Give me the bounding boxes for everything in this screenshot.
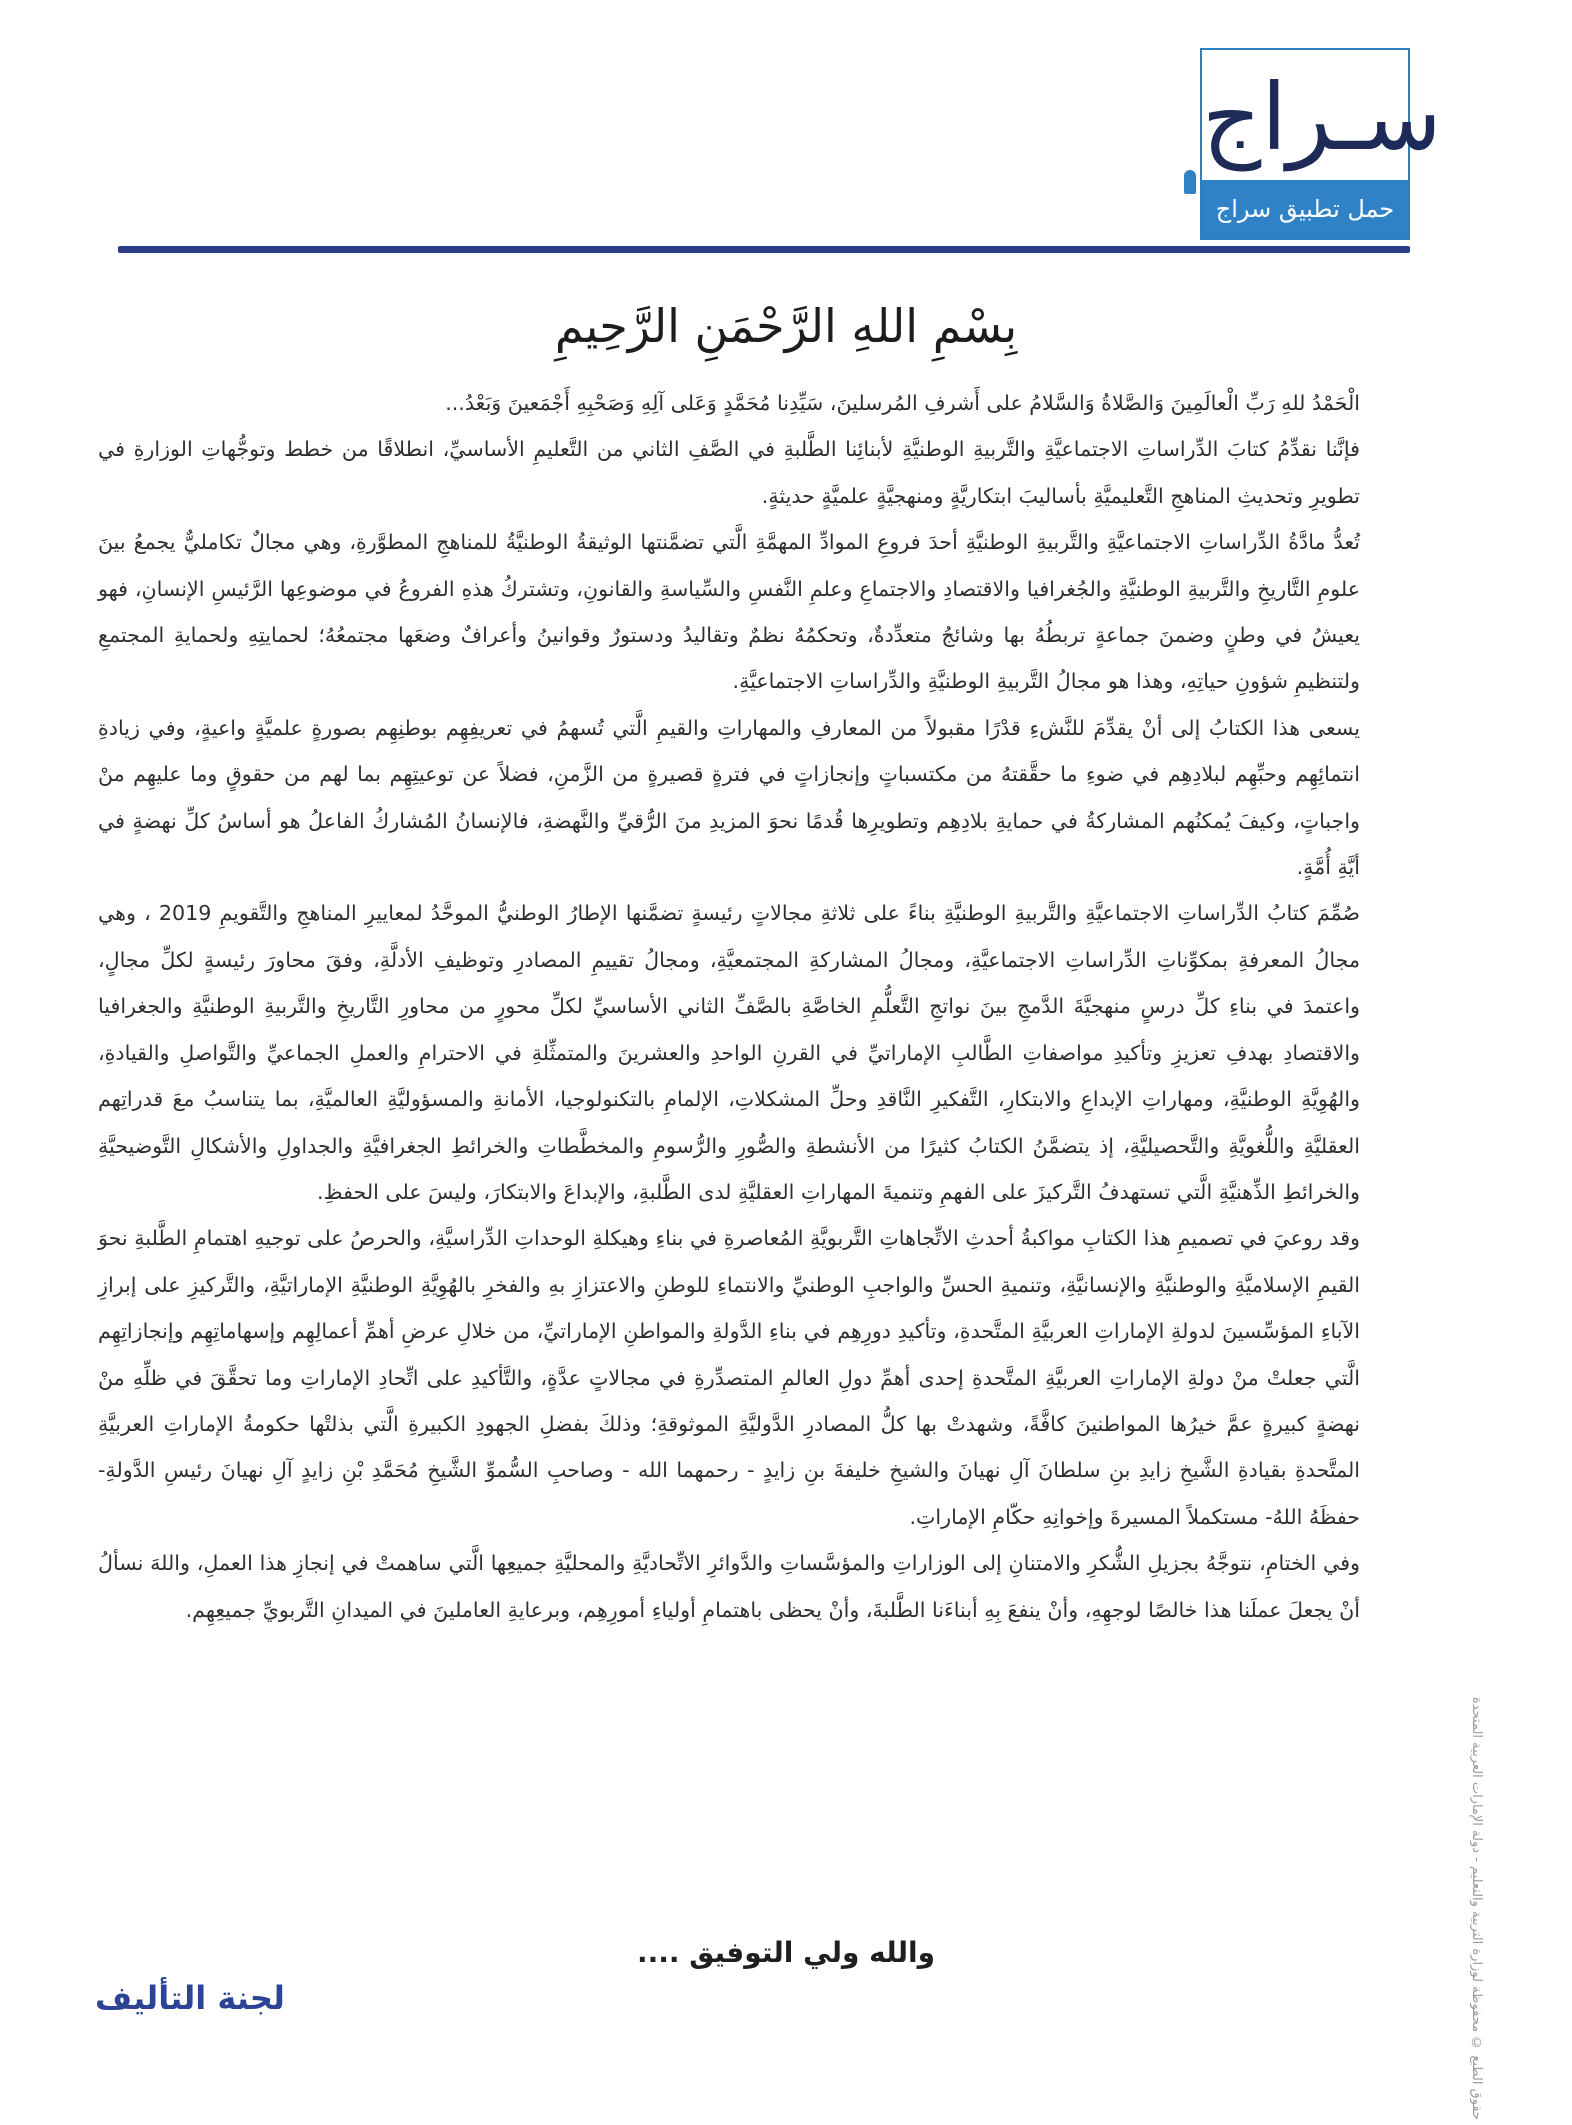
paragraph-goals: يسعى هذا الكتابُ إلى أنْ يقدِّمَ للنَّشءِ قدْرًا مقبولاً من المعارفِ والمهاراتِ والقيمِ الَّتي تُسهمُ في تعريفِهِم بوطنِهِم بصورةٍ علميَّةٍ واعيةٍ، وفي زيادةِ انتمائِهِم وحبِّهِم لبلادِهِم في ضوءِ ما حقَّقتهُ من مكتسباتٍ وإنجازاتٍ في فترةٍ قصيرةٍ من الزَّمنِ، فضلاً عن توعيتِهِم بما لهم من حقوقٍ وما عليهِم منْ واجباتٍ، وكيفَ يُمكنُهم المشاركةُ في حمايةِ بلادِهِم وتطويرِها قُدمًا نحوَ المزيدِ منَ الرُّقيِّ والنَّهضةِ، فالإنسانُ المُشاركُ الفاعلُ هو أساسُ كلِّ نهضةٍ في أيَّةِ أُمَّةٍ. [98,715,1360,880]
preface-body [98,380,1360,1633]
header-divider [118,246,1410,253]
header-blue-mark [1184,170,1196,194]
paragraph-subject: تُعدُّ مادَّةُ الدِّراساتِ الاجتماعيَّةِ والتَّربيةِ الوطنيَّةِ أحدَ فروعِ الموادِّ المهمَّةِ الَّتي تضمَّنتها الوثيقةُ الوطنيَّةُ للمناهجِ المطوَّرةِ، وهي مجالٌ تكامليٌّ يجمعُ بينَ علومِ التَّاريخِ والتَّربيةِ الوطنيَّةِ والجُغرافيا والاقتصادِ والاجتماعِ وعلمِ النَّفسِ والسِّياسةِ والقانونِ، وتشتركُ هذهِ الفروعُ في موضوعِها الرَّئيسِ الإنسانِ، فهو يعيشُ في وطنٍ وضمنَ جماعةٍ تربطُهُ بها وشائجُ متعدِّدةٌ، وتحكمُهُ نظمٌ وتقاليدُ ودستورٌ وقوانينُ وأعرافٌ وضعَها مجتمعُهُ؛ لحمايتِهِ ولحمايةِ المجتمعِ ولتنظيمِ شؤونِ حياتِهِ، وهذا هو مجالُ التَّربيةِ الوطنيَّةِ والدِّراساتِ الاجتماعيَّةِ. [98,530,1360,694]
copyright-side-note: حقوق الطبع © محفوظة لوزارة التربية والتعليم - دولة الإمارات العربية المتحدة [1469,1696,1484,2120]
authoring-committee: لجنة التأليف [95,1979,285,2017]
closing-line: والله ولي التوفيق .... [636,1936,936,1969]
paragraph-design: صُمِّمَ كتابُ الدِّراساتِ الاجتماعيَّةِ والتَّربيةِ الوطنيَّةِ بناءً على ثلاثةِ مجالاتٍ رئيسةٍ تضمَّنها الإطارُ الوطنيُّ الموحَّدُ لمعاييرِ المناهجِ والتَّقويمِ 2019 ، وهي مجالُ المعرفةِ بمكوِّناتِ الدِّراساتِ الاجتماعيَّةِ، ومجالُ المشاركةِ المجتمعيَّةِ، ومجالُ تقييمِ المصادرِ وتوظيفِ الأدلَّةِ، وفقَ محاورَ رئيسةٍ لكلِّ مجالٍ، واعتمدَ في بناءِ كلِّ درسٍ منهجيَّةَ الدَّمجِ بينَ نواتجِ التَّعلُّمِ الخاصَّةِ بالصَّفِّ الثاني الأساسيِّ لكلِّ محورٍ من محاورِ التَّاريخِ والتَّربيةِ الوطنيَّةِ والجغرافيا والاقتصادِ بهدفِ تعزيزِ وتأكيدِ مواصفاتِ الطَّالبِ الإماراتيِّ في القرنِ الواحدِ والعشرينَ والمتمثِّلةِ في الاحترامِ والعملِ الجماعيِّ والتَّواصلِ والقيادةِ، والهُوِيَّةِ الوطنيَّةِ، ومهاراتِ الإبداعِ والابتكارِ، التَّفكيرِ النَّاقدِ وحلِّ المشكلاتِ، الإلمامِ بالتكنولوجيا، الأمانةِ والمسؤوليَّةِ العالميَّةِ، بما يتناسبُ معَ قدراتِهم العقليَّةِ واللُّغويَّةِ والتَّحصيليَّةِ، إذ يتضمَّنُ الكتابُ كثيرًا من الأنشطةِ والصُّورِ والرُّسومِ والمخطَّطاتِ والخرائطِ الجغرافيَّةِ والجداولِ والأشكالِ التَّوضيحيَّةِ والخرائطِ الذِّهنيَّةِ الَّتي تستهدفُ التَّركيزَ على الفهمِ وتنميةَ المهاراتِ العقليَّةِ لدى الطَّلبةِ، والإبداعَ والابتكارَ، وليسَ على الحفظِ. [98,901,1360,1204]
paragraph-thanks: وفي الختامِ، نتوجَّهُ بجزيلِ الشُّكرِ والامتنانِ إلى الوزاراتِ والمؤسَّساتِ والدَّوائرِ الاتِّحاديَّةِ والمحليَّةِ جميعِها الَّتي ساهمتْ في إنجازِ هذا العملِ، واللهَ نسألُ أنْ يجعلَ عملَنا هذا خالصًا لوجهِهِ، وأنْ ينفعَ بِهِ أبناءَنا الطَّلبةَ، وأنْ يحظى باهتمامِ أولياءِ أمورِهِم، وبرعايةِ العاملينَ في الميدانِ التَّربويِّ جميعِهِم. [98,1551,1360,1622]
paragraph-opening: الْحَمْدُ للهِ رَبِّ الْعالَمِينَ وَالصَّلاةُ وَالسَّلامُ على أَشرفِ المُرسلينَ، سَيِّدِنا مُحَمَّدٍ وَعَلى آلِهِ وَصَحْبِهِ أَجْمَعينَ وَبَعْدُ... [445,391,1360,415]
app-download-tagline[interactable]: حمل تطبيق سراج [1202,180,1408,238]
paragraph-intro: فإنَّنا نقدِّمُ كتابَ الدِّراساتِ الاجتماعيَّةِ والتَّربيةِ الوطنيَّةِ لأبنائِنا الطَّلبةِ في الصَّفِ الثاني من التَّعليمِ الأساسيِّ، انطلاقًا من خطط وتوجُّهاتِ الوزارةِ في تطويرِ وتحديثِ المناهجِ التَّعليميَّةِ بأساليبَ ابتكاريَّةٍ ومنهجيَّةٍ علميَّةٍ حديثةٍ. [98,437,1360,508]
logo-wordmark: سـراج [1202,64,1442,171]
basmala-heading: بِسْمِ اللهِ الرَّحْمَنِ الرَّحِيمِ [554,299,1018,353]
sirag-logo[interactable] [1200,48,1442,240]
paragraph-values: وقد روعيَ في تصميمِ هذا الكتابِ مواكبةُ أحدثِ الاتِّجاهاتِ التَّربويَّةِ المُعاصرةِ في بناءِ وهيكلةِ الوحداتِ الدِّراسيَّةِ، والحرصُ على توجيهِ اهتمامِ الطَّلبةِ نحوَ القيمِ الإسلاميَّةِ والوطنيَّةِ والإنسانيَّةِ، وتنميةِ الحسِّ والواجبِ الوطنيِّ والانتماءِ للوطنِ والاعتزازِ بهِ والفخرِ بالهُوِيَّةِ الوطنيَّةِ الإماراتيَّةِ، والتَّركيزِ على إبرازِ الآباءِ المؤسِّسينَ لدولةِ الإماراتِ العربيَّةِ المتَّحدةِ، وتأكيدِ دورِهِم في بناءِ الدَّولةِ والمواطنِ الإماراتيِّ، من خلالِ عرضِ أهمِّ أعمالِهِم وإسهاماتِهِم وإنجازاتِهِم الَّتي جعلتْ منْ دولةِ الإماراتِ العربيَّةِ المتَّحدةِ إحدى أهمِّ دولِ العالمِ المتصدِّرةِ في مجالاتٍ عدَّةٍ، والتَّأكيدِ على اتِّحادِ الإماراتِ وما تحقَّقَ في ظلِّهِ منْ نهضةٍ كبيرةٍ عمَّ خيرُها المواطنينَ كافَّةً، وشهدتْ بها كلُّ المصادرِ الدَّوليَّةِ الموثوقةِ؛ وذلكَ بفضلِ الجهودِ الكبيرةِ الَّتي بذلتْها حكومةُ الإماراتِ العربيَّةِ المتَّحدةِ بقيادةِ الشَّيخِ زايدِ بنِ سلطانَ آلِ نهيانَ والشيخِ خليفةَ بنِ زايدٍ - رحمهما الله - وصاحبِ السُّموِّ الشَّيخِ مُحَمَّدِ بْنِ زايدٍ آلِ نهيانَ رئيسِ الدَّولةِ- حفظَهُ اللهُ- مستكملاً المسيرةَ وإخوانِهِ حكّامِ الإماراتِ. [98,1226,1360,1529]
